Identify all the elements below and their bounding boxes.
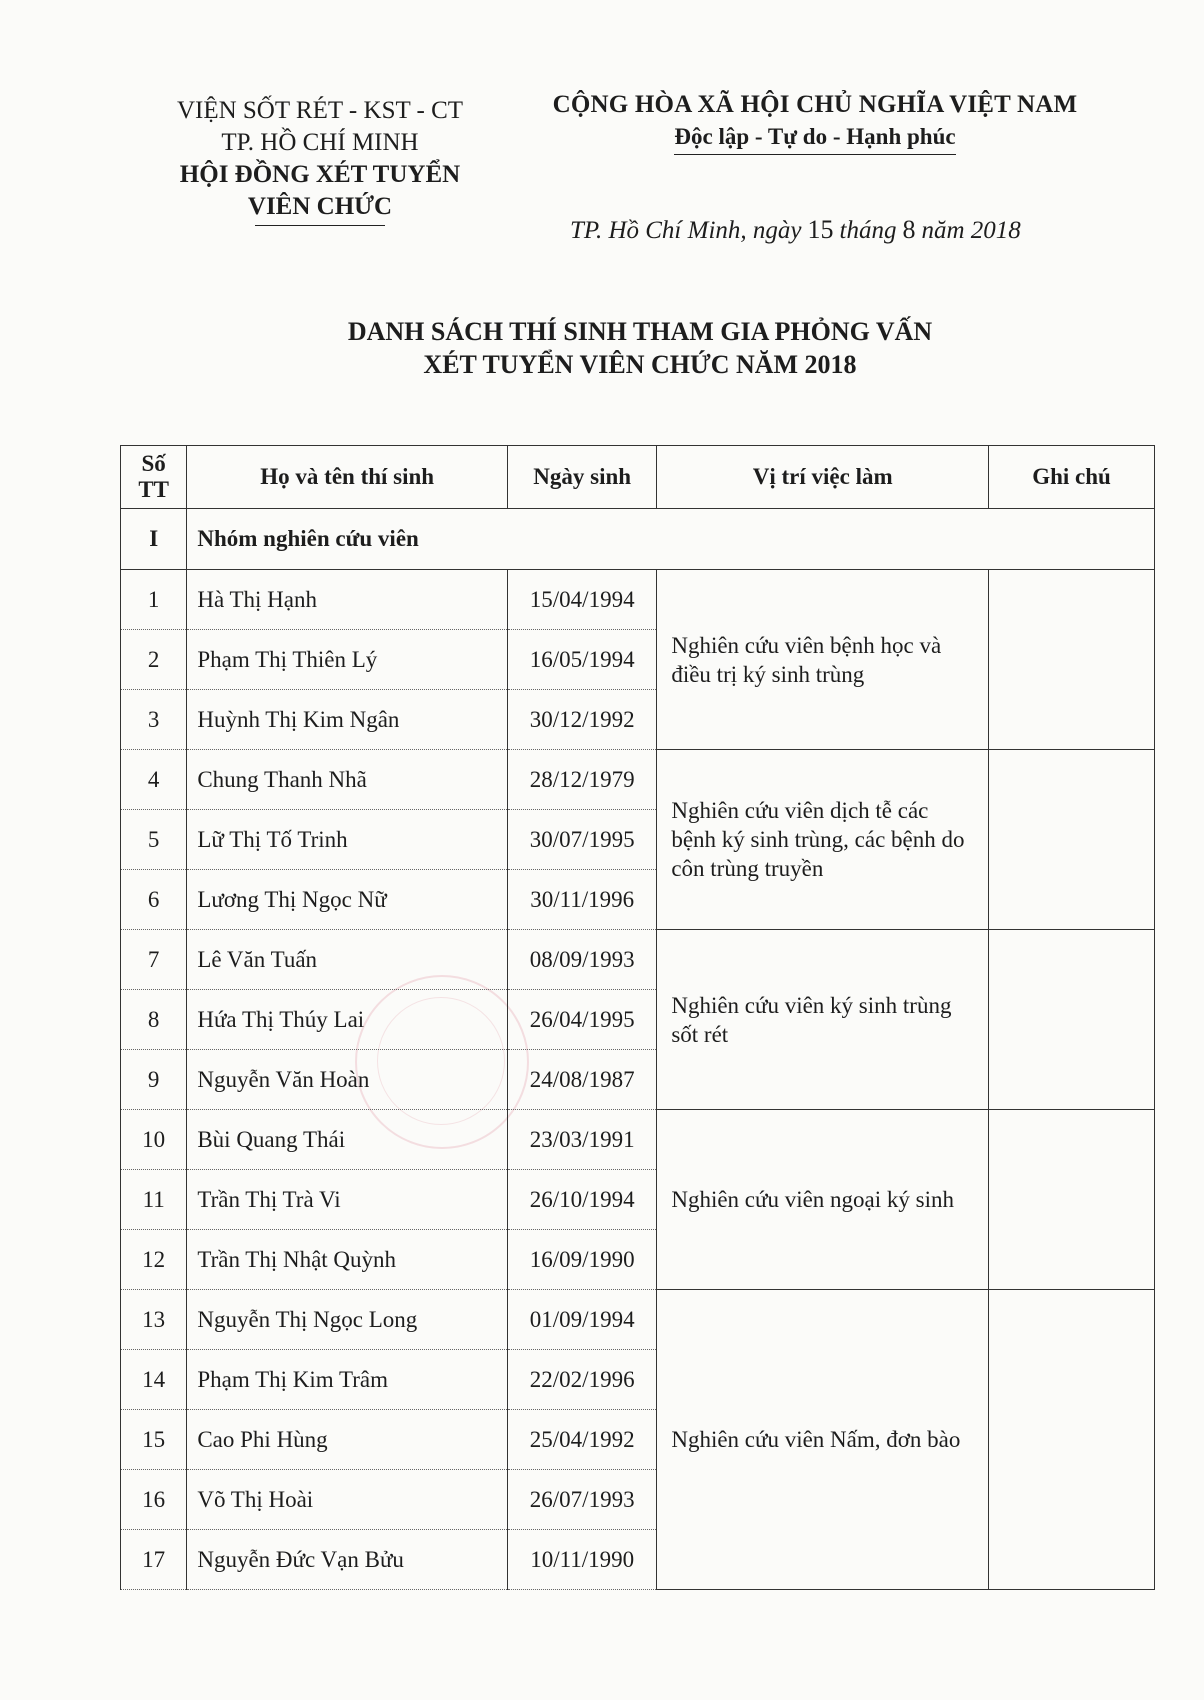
row-dob: 26/07/1993	[508, 1470, 657, 1530]
row-dob: 23/03/1991	[508, 1110, 657, 1170]
row-name: Chung Thanh Nhã	[187, 750, 508, 810]
row-dob: 25/04/1992	[508, 1410, 657, 1470]
date-prefix: TP. Hồ Chí Minh, ngày	[570, 217, 802, 244]
row-stt: 2	[121, 630, 187, 690]
date-month-word: tháng	[839, 217, 897, 244]
row-stt: 1	[121, 570, 187, 630]
row-name: Lữ Thị Tố Trinh	[187, 810, 508, 870]
row-dob: 10/11/1990	[508, 1530, 657, 1590]
national-name: CỘNG HÒA XÃ HỘI CHỦ NGHĨA VIỆT NAM	[552, 91, 1078, 118]
row-note	[989, 570, 1155, 750]
row-dob: 16/05/1994	[508, 630, 657, 690]
row-note	[989, 750, 1155, 930]
header-note: Ghi chú	[989, 446, 1155, 509]
row-stt: 12	[121, 1230, 187, 1290]
row-dob: 24/08/1987	[508, 1050, 657, 1110]
row-stt: 13	[121, 1290, 187, 1350]
header-stt	[121, 446, 187, 509]
row-position: Nghiên cứu viên dịch tễ các bệnh ký sinh trùng, các bệnh do côn trùng truyền	[657, 750, 989, 930]
row-name: Lê Văn Tuấn	[187, 930, 508, 990]
row-stt: 5	[121, 810, 187, 870]
header-name: Họ và tên thí sinh	[187, 446, 508, 509]
row-dob: 30/12/1992	[508, 690, 657, 750]
row-stt: 4	[121, 750, 187, 810]
row-position: Nghiên cứu viên bệnh học và điều trị ký sinh trùng	[657, 570, 989, 750]
row-name: Bùi Quang Thái	[187, 1110, 508, 1170]
date-line	[570, 215, 1090, 245]
national-motto-block	[505, 88, 1125, 155]
table-row	[121, 1110, 1155, 1170]
header-stt-line2: TT	[138, 477, 170, 502]
row-name: Cao Phi Hùng	[187, 1410, 508, 1470]
row-stt: 15	[121, 1410, 187, 1470]
title-line1: DANH SÁCH THÍ SINH THAM GIA PHỎNG VẤN	[347, 317, 933, 346]
row-name: Lương Thị Ngọc Nữ	[187, 870, 508, 930]
row-dob: 28/12/1979	[508, 750, 657, 810]
row-dob: 26/10/1994	[508, 1170, 657, 1230]
row-dob: 26/04/1995	[508, 990, 657, 1050]
row-stt: 17	[121, 1530, 187, 1590]
row-stt: 9	[121, 1050, 187, 1110]
table-header-row	[121, 446, 1155, 509]
table-row	[121, 570, 1155, 630]
issuer-block	[145, 95, 495, 226]
row-name: Trần Thị Nhật Quỳnh	[187, 1230, 508, 1290]
row-name: Nguyễn Đức Vạn Bửu	[187, 1530, 508, 1590]
row-name: Hứa Thị Thúy Lai	[187, 990, 508, 1050]
row-name: Nguyễn Văn Hoàn	[187, 1050, 508, 1110]
row-note	[989, 1290, 1155, 1590]
title-line2: XÉT TUYỂN VIÊN CHỨC NĂM 2018	[423, 350, 857, 379]
row-stt: 16	[121, 1470, 187, 1530]
row-stt: 7	[121, 930, 187, 990]
row-stt: 14	[121, 1350, 187, 1410]
group-row	[121, 509, 1155, 570]
issuer-line1: VIỆN SỐT RÉT - KST - CT	[176, 97, 464, 124]
row-name: Trần Thị Trà Vi	[187, 1170, 508, 1230]
date-day: 15	[807, 215, 834, 244]
row-name: Huỳnh Thị Kim Ngân	[187, 690, 508, 750]
row-stt: 8	[121, 990, 187, 1050]
row-stt: 6	[121, 870, 187, 930]
row-stt: 11	[121, 1170, 187, 1230]
row-name: Phạm Thị Kim Trâm	[187, 1350, 508, 1410]
row-dob: 08/09/1993	[508, 930, 657, 990]
row-dob: 30/11/1996	[508, 870, 657, 930]
row-stt: 10	[121, 1110, 187, 1170]
row-dob: 15/04/1994	[508, 570, 657, 630]
candidate-table	[120, 445, 1155, 1590]
table-row	[121, 1290, 1155, 1350]
row-note	[989, 930, 1155, 1110]
row-position: Nghiên cứu viên ngoại ký sinh	[657, 1110, 989, 1290]
row-dob: 22/02/1996	[508, 1350, 657, 1410]
issuer-underline	[255, 225, 385, 226]
row-dob: 01/09/1994	[508, 1290, 657, 1350]
national-motto: Độc lập - Tự do - Hạnh phúc	[674, 122, 955, 155]
date-month: 8	[902, 215, 916, 244]
header-position: Vị trí việc làm	[657, 446, 989, 509]
issuer-line3: HỘI ĐỒNG XÉT TUYỂN	[179, 161, 461, 188]
row-name: Phạm Thị Thiên Lý	[187, 630, 508, 690]
header-dob: Ngày sinh	[508, 446, 657, 509]
group-roman: I	[121, 509, 187, 570]
row-dob: 16/09/1990	[508, 1230, 657, 1290]
issuer-line2: TP. HỒ CHÍ MINH	[221, 129, 419, 156]
row-stt: 3	[121, 690, 187, 750]
table-row	[121, 750, 1155, 810]
header-stt-line1: Số	[141, 451, 166, 476]
document-title	[200, 315, 1080, 381]
row-position: Nghiên cứu viên Nấm, đơn bào	[657, 1290, 989, 1590]
row-dob: 30/07/1995	[508, 810, 657, 870]
row-name: Võ Thị Hoài	[187, 1470, 508, 1530]
row-position: Nghiên cứu viên ký sinh trùng sốt rét	[657, 930, 989, 1110]
table-row	[121, 930, 1155, 990]
group-label: Nhóm nghiên cứu viên	[187, 509, 1155, 570]
row-name: Hà Thị Hạnh	[187, 570, 508, 630]
row-note	[989, 1110, 1155, 1290]
date-year: năm 2018	[921, 217, 1021, 244]
row-name: Nguyễn Thị Ngọc Long	[187, 1290, 508, 1350]
issuer-line4: VIÊN CHỨC	[247, 193, 393, 220]
